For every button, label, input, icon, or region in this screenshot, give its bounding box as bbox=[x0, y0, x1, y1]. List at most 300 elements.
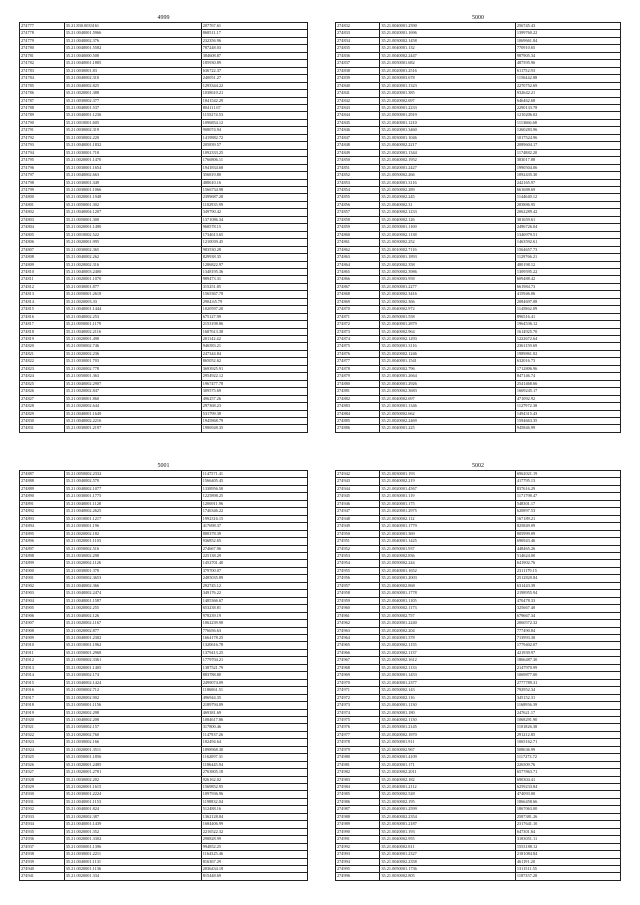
value-cell: 1168956.39 bbox=[515, 702, 620, 709]
table-row bbox=[20, 104, 308, 111]
value-cell: 1945868.79 bbox=[201, 418, 307, 425]
value-cell: 283886.95 bbox=[515, 201, 620, 208]
value-cell: 379700.07 bbox=[201, 567, 307, 574]
value-cell: 896516.41 bbox=[515, 313, 620, 320]
table-row bbox=[20, 97, 308, 104]
row-id-cell: 274786 bbox=[20, 90, 65, 97]
cadastral-number-cell: 35.21.0040002.868 bbox=[380, 582, 516, 589]
value-cell: 1399760.22 bbox=[515, 30, 620, 37]
table-row bbox=[20, 754, 308, 761]
value-cell: 225138.29 bbox=[201, 552, 307, 559]
value-cell: 792952.34 bbox=[515, 687, 620, 694]
cadastral-number-cell: 35.21.0040001.1587 bbox=[64, 597, 201, 604]
value-cell: 421939.97 bbox=[515, 649, 620, 656]
value-cell: 2512820.84 bbox=[515, 575, 620, 582]
row-id-cell: 274995 bbox=[336, 866, 380, 873]
cadastral-number-cell: 35.21.0040001.2599 bbox=[380, 806, 516, 813]
value-cell: 6259233.84 bbox=[515, 784, 620, 791]
row-id-cell: 274861 bbox=[336, 239, 380, 246]
row-id-cell: 274877 bbox=[336, 358, 380, 365]
table-row bbox=[20, 164, 308, 171]
row-id-cell: 274810 bbox=[20, 268, 65, 275]
table-row bbox=[20, 485, 308, 492]
table-row bbox=[20, 798, 308, 805]
row-id-cell: 274782 bbox=[20, 60, 65, 67]
cadastral-number-cell: 35.21.0050002.3683 bbox=[380, 388, 516, 395]
table-row bbox=[336, 149, 621, 156]
value-cell: 609488.42 bbox=[515, 276, 620, 283]
row-id-cell: 274902 bbox=[20, 582, 65, 589]
cadastral-number-cell: 35.21.0020002.204 bbox=[380, 627, 516, 634]
row-id-cell: 274844 bbox=[336, 112, 380, 119]
cadastral-number-cell: 35.21.0040002.208 bbox=[64, 716, 201, 723]
value-cell: 1210206.02 bbox=[515, 112, 620, 119]
cadastral-number-cell: 35.21.0050002.266 bbox=[380, 172, 516, 179]
row-id-cell: 274894 bbox=[20, 523, 65, 530]
cadastral-number-cell: 35.21.0020001.352 bbox=[64, 828, 201, 835]
cadastral-number-cell: 35.21.0040002.2474 bbox=[64, 590, 201, 597]
value-cell: 309575.69 bbox=[201, 388, 307, 395]
table-row bbox=[336, 597, 621, 604]
table-row bbox=[20, 112, 308, 119]
table-row bbox=[20, 291, 308, 298]
row-id-cell: 274777 bbox=[20, 23, 65, 30]
row-id-cell: 274991 bbox=[336, 836, 380, 843]
value-cell: 1038610.21 bbox=[201, 90, 307, 97]
table-row bbox=[336, 410, 621, 417]
cadastral-number-cell: 35.21.0030001.2197 bbox=[64, 425, 201, 432]
value-cell: 1746346.22 bbox=[201, 508, 307, 515]
cadastral-number-cell: 35.21.0040001.1236 bbox=[64, 112, 201, 119]
cadastral-number-cell: 35.21.0050001.2618 bbox=[64, 291, 201, 298]
row-id-cell: 274920 bbox=[20, 716, 65, 723]
row-id-cell: 274957 bbox=[336, 582, 380, 589]
value-cell: 1779402.07 bbox=[515, 642, 620, 649]
row-id-cell: 274793 bbox=[20, 142, 65, 149]
table-row bbox=[336, 649, 621, 656]
value-cell: 816367.29 bbox=[201, 858, 307, 865]
cadastral-number-cell: 35.21.0050002.366 bbox=[380, 298, 516, 305]
value-cell: 631443.39 bbox=[515, 582, 620, 589]
value-cell: 1210039.45 bbox=[201, 239, 307, 246]
table-row bbox=[336, 508, 621, 515]
cadastral-number-cell: 35.21.0030002.112 bbox=[380, 515, 516, 522]
table-row bbox=[20, 560, 308, 567]
value-cell: 1186061.51 bbox=[201, 687, 307, 694]
row-id-cell: 274917 bbox=[20, 694, 65, 701]
row-id-cell: 274907 bbox=[20, 620, 65, 627]
value-cell: 713993.30 bbox=[515, 634, 620, 641]
cadastral-number-cell: 35.21.0030001.119 bbox=[380, 493, 516, 500]
value-cell: 240051.27 bbox=[201, 75, 307, 82]
cadastral-number-cell: 35.21.0040002.219 bbox=[380, 478, 516, 485]
table-row bbox=[20, 350, 308, 357]
row-id-cell: 274912 bbox=[20, 657, 65, 664]
value-cell: 1569852.95 bbox=[201, 784, 307, 791]
cadastral-number-cell: 35.21.0040001.2590 bbox=[380, 23, 516, 30]
value-cell: 2036434.18 bbox=[201, 866, 307, 873]
cadastral-number-cell: 35.21.0020002.182 bbox=[64, 530, 201, 537]
table-row bbox=[20, 134, 308, 141]
table-row bbox=[336, 702, 621, 709]
table-row bbox=[336, 119, 621, 126]
value-cell: 1186445.94 bbox=[201, 761, 307, 768]
value-cell: 1309595.22 bbox=[515, 268, 620, 275]
cadastral-number-cell: 35.21.0020002.2469 bbox=[380, 418, 516, 425]
table-row bbox=[20, 821, 308, 828]
table-row bbox=[336, 350, 621, 357]
row-id-cell: 274939 bbox=[20, 858, 65, 865]
cadastral-number-cell: 35.21.0020001.1070 bbox=[64, 276, 201, 283]
table-row bbox=[20, 761, 308, 768]
row-id-cell: 274996 bbox=[336, 873, 380, 880]
row-id-cell: 274885 bbox=[336, 418, 380, 425]
table-row bbox=[20, 836, 308, 843]
value-cell: 496257.26 bbox=[201, 395, 307, 402]
cadastral-number-cell: 35.21.0020001.1470 bbox=[64, 157, 201, 164]
table-row bbox=[20, 157, 308, 164]
value-cell: 865052.62 bbox=[201, 358, 307, 365]
value-cell: 1362128.84 bbox=[201, 813, 307, 820]
row-id-cell: 274780 bbox=[20, 45, 65, 52]
table-row bbox=[336, 582, 621, 589]
table-row bbox=[336, 731, 621, 738]
value-cell: 356819.80 bbox=[201, 172, 307, 179]
cadastral-number-cell: 35.21.0030002.202 bbox=[64, 776, 201, 783]
table-row bbox=[336, 866, 621, 873]
table-row bbox=[336, 261, 621, 268]
cadastral-number-cell: 35.21.0040001.1832 bbox=[64, 142, 201, 149]
table-row bbox=[336, 298, 621, 305]
row-id-cell: 274796 bbox=[20, 164, 65, 171]
table-row bbox=[336, 164, 621, 171]
cadastral-number-cell: 35.21.0020002.1126 bbox=[64, 560, 201, 567]
table-row bbox=[20, 724, 308, 731]
table-row bbox=[20, 687, 308, 694]
row-id-cell: 274992 bbox=[336, 843, 380, 850]
row-id-cell: 274926 bbox=[20, 761, 65, 768]
row-id-cell: 274954 bbox=[336, 560, 380, 567]
table-row bbox=[336, 179, 621, 186]
table-row bbox=[336, 471, 621, 478]
value-cell: 297368.23 bbox=[201, 403, 307, 410]
value-cell: 1020597.20 bbox=[201, 306, 307, 313]
row-id-cell: 274825 bbox=[20, 380, 65, 387]
row-id-cell: 274822 bbox=[20, 358, 65, 365]
table-row bbox=[20, 321, 308, 328]
table-row bbox=[20, 515, 308, 522]
table-row bbox=[336, 418, 621, 425]
cadastral-number-cell: 35.21.0030003.958 bbox=[380, 276, 516, 283]
row-id-cell: 274800 bbox=[20, 194, 65, 201]
table-row bbox=[20, 627, 308, 634]
table-row bbox=[336, 52, 621, 59]
row-id-cell: 274803 bbox=[20, 216, 65, 223]
cadastral-number-cell: 35.21.0020002.1167 bbox=[64, 620, 201, 627]
cadastral-number-cell: 35.21.0040002.972 bbox=[380, 306, 516, 313]
row-id-cell: 274858 bbox=[336, 216, 380, 223]
table-row bbox=[20, 172, 308, 179]
row-id-cell: 274923 bbox=[20, 739, 65, 746]
page-panel-5002 bbox=[335, 462, 621, 881]
row-id-cell: 274978 bbox=[336, 739, 380, 746]
row-id-cell: 274934 bbox=[20, 821, 65, 828]
value-cell: 470478.33 bbox=[515, 597, 620, 604]
row-id-cell: 274985 bbox=[336, 791, 380, 798]
table-row bbox=[336, 813, 621, 820]
table-row bbox=[20, 403, 308, 410]
row-id-cell: 274949 bbox=[336, 523, 380, 530]
row-id-cell: 274922 bbox=[20, 731, 65, 738]
cadastral-number-cell: 35.21.0010002.7116 bbox=[380, 246, 516, 253]
cadastral-number-cell: 35.21.0020001.378 bbox=[380, 634, 516, 641]
cadastral-number-cell: 35.21.0030001.193 bbox=[380, 471, 516, 478]
value-cell: 1419882.72 bbox=[201, 134, 307, 141]
cadastral-number-cell: 35.21.0040001.1541 bbox=[380, 358, 516, 365]
value-cell: 6962021.19 bbox=[515, 471, 620, 478]
row-id-cell: 274889 bbox=[20, 485, 65, 492]
row-id-cell: 274781 bbox=[20, 52, 65, 59]
table-row bbox=[336, 657, 621, 664]
table-row bbox=[336, 500, 621, 507]
value-cell: 880378.39 bbox=[201, 530, 307, 537]
row-id-cell: 274940 bbox=[20, 866, 65, 873]
table-row bbox=[336, 194, 621, 201]
cadastral-number-cell: 35.21.0020001.2240 bbox=[380, 620, 516, 627]
row-id-cell: 274843 bbox=[336, 104, 380, 111]
cadastral-number-cell: 35.21.0040002.811 bbox=[380, 843, 516, 850]
value-cell: 2763805.18 bbox=[201, 769, 307, 776]
table-row bbox=[336, 560, 621, 567]
row-id-cell: 274948 bbox=[336, 515, 380, 522]
value-cell: 1092435.30 bbox=[515, 172, 620, 179]
row-id-cell: 274799 bbox=[20, 186, 65, 193]
table-row bbox=[336, 112, 621, 119]
row-id-cell: 274962 bbox=[336, 620, 380, 627]
row-id-cell: 274984 bbox=[336, 784, 380, 791]
row-id-cell: 274818 bbox=[20, 328, 65, 335]
value-cell: 1664178.25 bbox=[201, 634, 307, 641]
table-row bbox=[336, 373, 621, 380]
cadastral-number-cell: 35.21.0030002.319 bbox=[64, 127, 201, 134]
table-row bbox=[20, 313, 308, 320]
cadastral-number-cell: 35.21.0020002.236 bbox=[64, 350, 201, 357]
table-row bbox=[336, 642, 621, 649]
value-cell: 1156442.88 bbox=[515, 75, 620, 82]
row-id-cell: 274857 bbox=[336, 209, 380, 216]
cadastral-number-cell: 35.21.0040001.3116 bbox=[380, 179, 516, 186]
table-row bbox=[336, 761, 621, 768]
row-id-cell: 274941 bbox=[20, 873, 65, 880]
row-id-cell: 274938 bbox=[20, 851, 65, 858]
table-row bbox=[20, 388, 308, 395]
cadastral-number-cell: 35.21.0020001.1136 bbox=[64, 866, 201, 873]
cadastral-number-cell: 35.21.0020002.796 bbox=[380, 365, 516, 372]
value-cell: 1145862.09 bbox=[515, 306, 620, 313]
row-id-cell: 274870 bbox=[336, 306, 380, 313]
value-cell: 1867063.00 bbox=[515, 806, 620, 813]
value-cell: 201142.42 bbox=[201, 336, 307, 343]
value-cell: 2587381.26 bbox=[515, 813, 620, 820]
value-cell: 978239.19 bbox=[201, 612, 307, 619]
cadastral-number-cell: 35.21.0050001.302 bbox=[64, 201, 201, 208]
row-id-cell: 274952 bbox=[336, 545, 380, 552]
value-cell: 384608.87 bbox=[201, 52, 307, 59]
table-row bbox=[336, 403, 621, 410]
table-row bbox=[336, 291, 621, 298]
cadastral-number-cell: 35.21.0020002.298 bbox=[64, 709, 201, 716]
table-row bbox=[336, 186, 621, 193]
cadastral-number-cell: 35.21.0030001.1046 bbox=[380, 134, 516, 141]
value-cell: 1102935.99 bbox=[201, 201, 307, 208]
cadastral-number-cell: 35.21.0020002.778 bbox=[64, 365, 201, 372]
row-id-cell: 274953 bbox=[336, 552, 380, 559]
value-cell: 1866458.66 bbox=[515, 798, 620, 805]
row-id-cell: 274915 bbox=[20, 679, 65, 686]
cadastral-number-cell: 35.21.0050001.363 bbox=[64, 373, 201, 380]
value-cell: 2084697.08 bbox=[515, 298, 620, 305]
row-id-cell: 274888 bbox=[20, 478, 65, 485]
table-row bbox=[20, 60, 308, 67]
table-row bbox=[336, 134, 621, 141]
table-row bbox=[336, 246, 621, 253]
row-id-cell: 274958 bbox=[336, 590, 380, 597]
cadastral-number-cell: 35.21.0050001.1396 bbox=[64, 843, 201, 850]
value-cell: 3183051.11 bbox=[515, 836, 620, 843]
row-id-cell: 274850 bbox=[336, 157, 380, 164]
data-table bbox=[19, 470, 308, 881]
page-panel-5001 bbox=[19, 462, 308, 881]
row-id-cell: 274876 bbox=[336, 350, 380, 357]
value-cell: 641902.76 bbox=[515, 560, 620, 567]
value-cell: 646462.68 bbox=[515, 97, 620, 104]
row-id-cell: 274826 bbox=[20, 388, 65, 395]
cadastral-number-cell: 35.21.0040002.964 bbox=[380, 328, 516, 335]
value-cell: 1989861.02 bbox=[515, 350, 620, 357]
cadastral-number-cell: 35.21.0040002.31 bbox=[380, 201, 516, 208]
value-cell: 989473.31 bbox=[201, 276, 307, 283]
row-id-cell: 274845 bbox=[336, 119, 380, 126]
cadastral-number-cell: 35.21.0040002.2217 bbox=[380, 142, 516, 149]
cadastral-number-cell: 35.21.0020001.995 bbox=[64, 239, 201, 246]
value-cell: 946583.21 bbox=[201, 343, 307, 350]
table-row bbox=[20, 478, 308, 485]
cadastral-number-cell: 35.21.0040002.366 bbox=[64, 582, 201, 589]
table-row bbox=[336, 82, 621, 89]
row-id-cell: 274959 bbox=[336, 597, 380, 604]
row-id-cell: 274887 bbox=[20, 471, 65, 478]
row-id-cell: 274853 bbox=[336, 179, 380, 186]
row-id-cell: 274852 bbox=[336, 172, 380, 179]
cadastral-number-cell: 35.21.0040001.1130 bbox=[380, 702, 516, 709]
cadastral-number-cell: 35.21.0040002.2447 bbox=[380, 52, 516, 59]
table-row bbox=[336, 552, 621, 559]
cadastral-number-cell: 35.21.0040001.1444 bbox=[64, 306, 201, 313]
value-cell: 274667.96 bbox=[201, 545, 307, 552]
row-id-cell: 274884 bbox=[336, 410, 380, 417]
table-row bbox=[20, 605, 308, 612]
row-id-cell: 274972 bbox=[336, 694, 380, 701]
value-cell: 2060572.32 bbox=[515, 620, 620, 627]
value-cell: 488610.16 bbox=[201, 179, 307, 186]
value-cell: 2541468.66 bbox=[515, 380, 620, 387]
cadastral-number-cell: 35.21.0050001.1156 bbox=[64, 702, 201, 709]
table-row bbox=[336, 306, 621, 313]
table-row bbox=[20, 493, 308, 500]
table-row bbox=[336, 538, 621, 545]
cadastral-number-cell: 35.21.0040002.1233 bbox=[380, 209, 516, 216]
table-row bbox=[336, 694, 621, 701]
value-cell: 837616.29 bbox=[515, 485, 620, 492]
table-row bbox=[20, 657, 308, 664]
table-row bbox=[336, 395, 621, 402]
row-id-cell: 274816 bbox=[20, 313, 65, 320]
value-cell: 226509.76 bbox=[515, 761, 620, 768]
row-id-cell: 274880 bbox=[336, 380, 380, 387]
table-row bbox=[20, 82, 308, 89]
row-id-cell: 274847 bbox=[336, 134, 380, 141]
table-row bbox=[336, 754, 621, 761]
table-row bbox=[336, 313, 621, 320]
table-row bbox=[20, 261, 308, 268]
row-id-cell: 274891 bbox=[20, 500, 65, 507]
value-cell: 1017524.96 bbox=[515, 134, 620, 141]
cadastral-number-cell: 35.21.0020002.760 bbox=[64, 731, 201, 738]
value-cell: 1320616.78 bbox=[201, 642, 307, 649]
cadastral-number-cell: 35.21.0020002.1138 bbox=[380, 231, 516, 238]
table-row bbox=[20, 746, 308, 753]
row-id-cell: 274969 bbox=[336, 672, 380, 679]
row-id-cell: 274994 bbox=[336, 858, 380, 865]
table-row bbox=[336, 224, 621, 231]
cadastral-number-cell: 35.21.0040001.537 bbox=[64, 104, 201, 111]
cadastral-number-cell: 35.21.0040001.1105 bbox=[380, 597, 516, 604]
row-id-cell: 274901 bbox=[20, 575, 65, 582]
table-row bbox=[20, 873, 308, 880]
cadastral-number-cell: 35.21.0030001.2211 bbox=[64, 851, 201, 858]
cadastral-number-cell: 35.21.0030001.860 bbox=[64, 395, 201, 402]
cadastral-number-cell: 35.21.0040001.225 bbox=[380, 425, 516, 432]
table-row bbox=[20, 806, 308, 813]
table-row bbox=[336, 358, 621, 365]
row-id-cell: 274823 bbox=[20, 365, 65, 372]
row-id-cell: 274865 bbox=[336, 268, 380, 275]
cadastral-number-cell: 35.21.0030001.703 bbox=[64, 358, 201, 365]
cadastral-number-cell: 35.21.0020001.385 bbox=[380, 90, 516, 97]
row-id-cell: 274918 bbox=[20, 702, 65, 709]
row-id-cell: 274830 bbox=[20, 418, 65, 425]
value-cell: 1144640.12 bbox=[515, 194, 620, 201]
row-id-cell: 274989 bbox=[336, 821, 380, 828]
cadastral-number-cell: 35.21.0020001.3511 bbox=[64, 746, 201, 753]
cadastral-number-cell: 35.21.0030002.1458 bbox=[380, 37, 516, 44]
value-cell: 1346979.51 bbox=[515, 231, 620, 238]
row-id-cell: 274906 bbox=[20, 612, 65, 619]
row-id-cell: 274970 bbox=[336, 679, 380, 686]
table-row bbox=[20, 224, 308, 231]
table-row bbox=[20, 731, 308, 738]
row-id-cell: 274987 bbox=[336, 806, 380, 813]
table-row bbox=[20, 739, 308, 746]
table-row bbox=[20, 813, 308, 820]
table-row bbox=[20, 276, 308, 283]
data-table bbox=[335, 470, 621, 881]
cadastral-number-cell: 35.21.0050001.558 bbox=[380, 313, 516, 320]
table-row bbox=[20, 769, 308, 776]
cadastral-number-cell: 35.21.0040002.570 bbox=[64, 478, 201, 485]
table-row bbox=[336, 828, 621, 835]
cadastral-number-cell: 35.21.0040002.825 bbox=[64, 82, 201, 89]
